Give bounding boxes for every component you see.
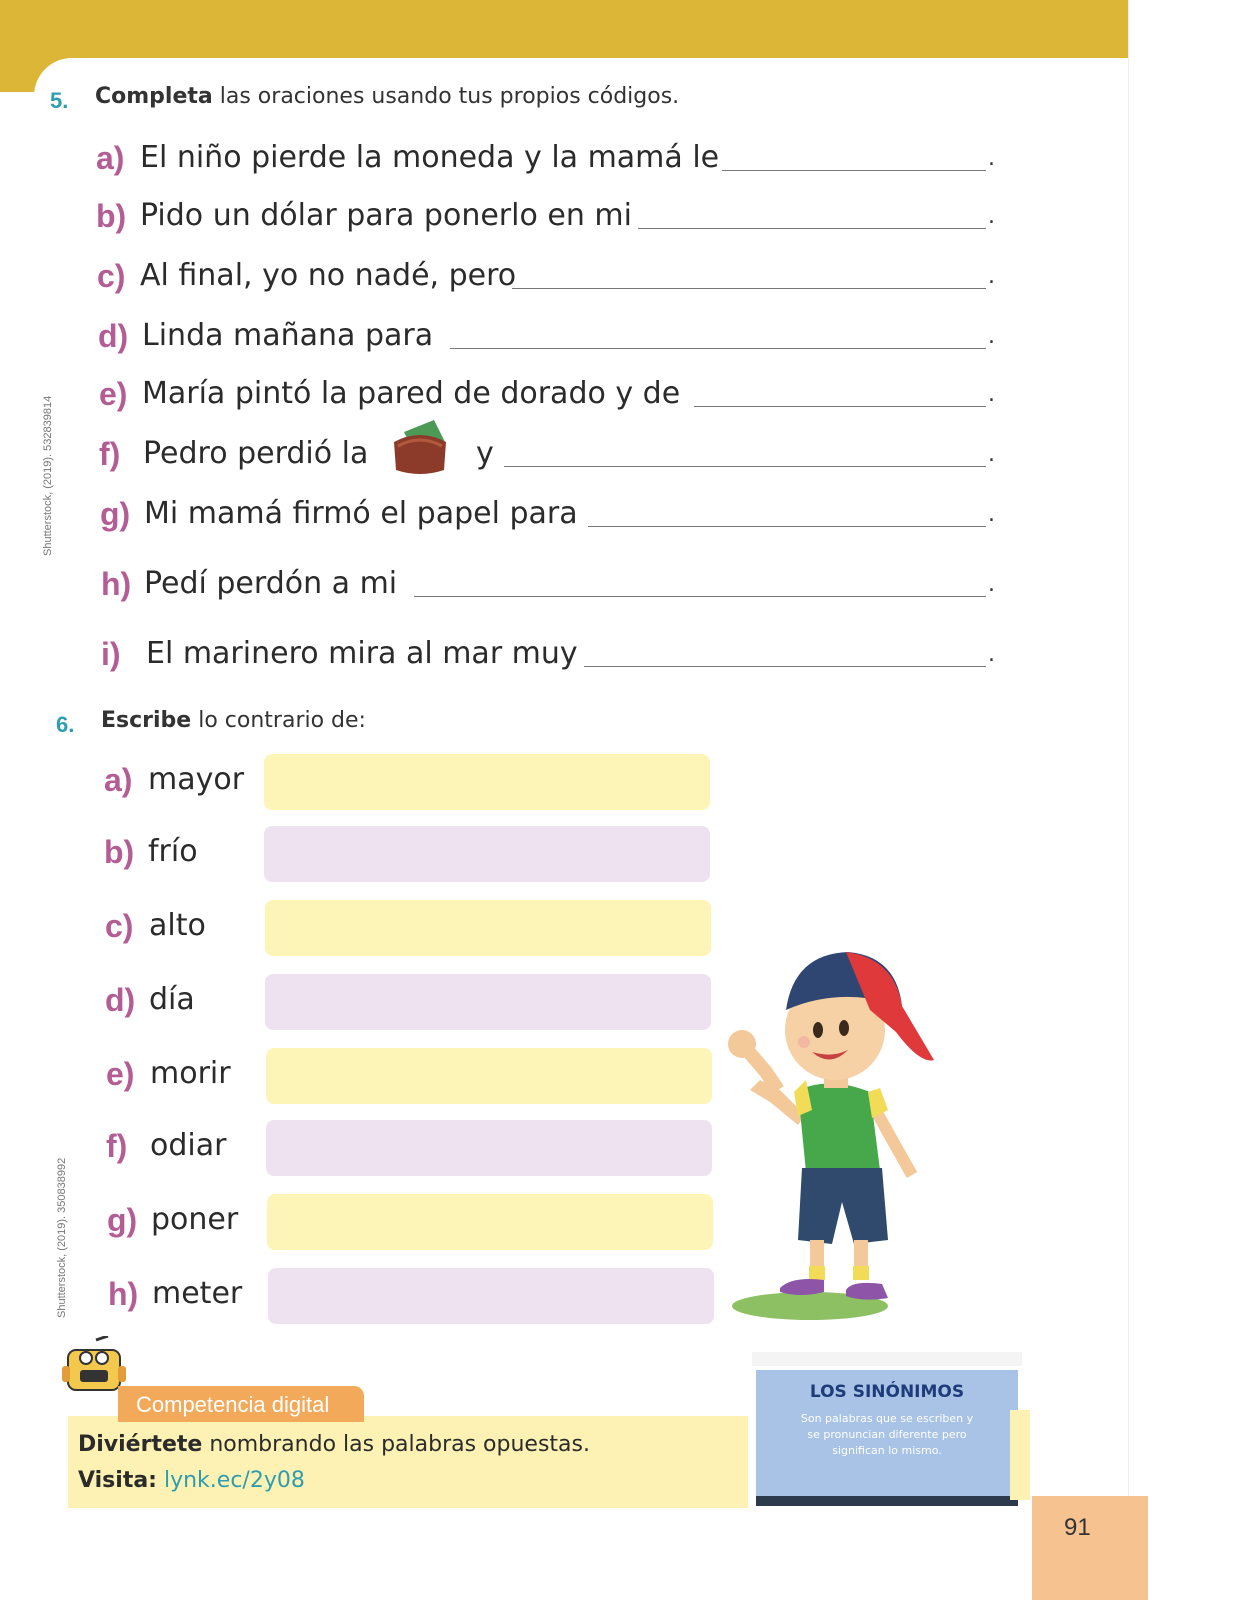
page-number-box [1032, 1496, 1148, 1600]
digital-visit-label: Visita: [78, 1468, 157, 1493]
completion-item [0, 140, 1050, 184]
completion-item [0, 376, 1050, 420]
answer-box[interactable] [264, 826, 710, 882]
exercise-6-number: 6. [56, 712, 75, 737]
answer-line[interactable] [694, 406, 986, 407]
item-word: mayor [148, 762, 245, 797]
answer-box[interactable] [266, 1048, 712, 1104]
item-label: g) [100, 496, 131, 532]
answer-box[interactable] [267, 1194, 713, 1250]
item-label: f) [106, 1128, 128, 1164]
answer-box[interactable] [268, 1268, 714, 1324]
digital-competence-box [68, 1416, 748, 1508]
item-label: a) [104, 762, 133, 798]
end-period: . [988, 382, 995, 407]
exercise-5-verb: Completa [95, 84, 213, 109]
video-title: LOS SINÓNIMOS [809, 1382, 965, 1402]
answer-box[interactable] [266, 1120, 712, 1176]
video-text-1: Son palabras que se escriben y [800, 1412, 974, 1425]
exercise-5-instruction: las oraciones usando tus propios códigos. [212, 84, 680, 109]
end-period: . [988, 264, 995, 289]
completion-item [0, 566, 1050, 610]
page-edge [1128, 0, 1129, 1600]
end-period: . [988, 572, 995, 597]
answer-line[interactable] [722, 170, 986, 171]
item-word: alto [149, 908, 206, 943]
completion-item [0, 436, 1050, 480]
item-label: i) [101, 636, 121, 672]
page-number: 91 [1064, 1514, 1091, 1541]
item-sentence: Pido un dólar para ponerlo en mi [140, 198, 632, 233]
answer-box[interactable] [265, 974, 711, 1030]
item-word: odiar [150, 1128, 227, 1163]
digital-competence-tab [118, 1386, 364, 1422]
video-text-3: significan lo mismo. [832, 1444, 942, 1457]
wallet-icon [390, 418, 454, 478]
boy-right-shoe [846, 1283, 888, 1300]
opposite-item [105, 900, 825, 956]
item-label: g) [107, 1202, 138, 1238]
digital-instruction-verb: Diviértete [78, 1432, 203, 1457]
item-label: c) [105, 908, 134, 944]
digital-instruction-text: nombrando las palabras opuestas. [202, 1432, 590, 1457]
answer-line[interactable] [584, 666, 986, 667]
opposite-item [106, 1048, 826, 1104]
answer-box[interactable] [265, 900, 711, 956]
end-period: . [988, 146, 995, 171]
item-sentence: Mi mamá firmó el papel para [144, 496, 578, 531]
item-sentence: Linda mañana para [142, 318, 434, 353]
digital-link[interactable]: lynk.ec/2y08 [163, 1468, 305, 1493]
item-sentence: Al final, yo no nadé, pero [140, 258, 517, 293]
boy-shorts [798, 1168, 888, 1244]
digital-instruction [78, 1432, 590, 1457]
item-label: c) [97, 258, 126, 294]
photo-credit-lower: Shutterstock, (2019). 350838992 [56, 1157, 68, 1318]
completion-item [0, 198, 1050, 242]
opposite-item [104, 754, 824, 810]
item-label: b) [96, 198, 127, 234]
answer-line[interactable] [638, 228, 986, 229]
item-label: a) [96, 140, 125, 176]
boy-shirt [798, 1083, 880, 1172]
answer-line[interactable] [504, 466, 986, 467]
digital-box-edge [1010, 1410, 1030, 1500]
item-sentence: Pedro perdió la [143, 436, 369, 471]
item-word: poner [151, 1202, 239, 1237]
end-period: . [988, 442, 995, 467]
item-sentence: Pedí perdón a mi [144, 566, 398, 601]
item-label: d) [98, 318, 129, 354]
boy-left-shoe [780, 1279, 824, 1295]
video-text-2: se pronuncian diferente pero [807, 1428, 967, 1441]
exercise-6-title [101, 708, 366, 733]
answer-line[interactable] [512, 288, 986, 289]
item-word: meter [152, 1276, 243, 1311]
answer-box[interactable] [264, 754, 710, 810]
item-label: h) [101, 566, 132, 602]
opposite-item [106, 1120, 826, 1176]
video-thumbnail[interactable] [752, 1352, 1022, 1516]
completion-item [0, 496, 1050, 540]
item-label: e) [99, 376, 128, 412]
item-label: h) [108, 1276, 139, 1312]
item-sentence: El niño pierde la moneda y la mamá le [140, 140, 720, 175]
item-word: frío [148, 834, 198, 869]
item-word: día [149, 982, 195, 1017]
digital-tab-label: Competencia digital [136, 1392, 330, 1417]
end-period: . [988, 324, 995, 349]
answer-line[interactable] [414, 596, 986, 597]
end-period: . [988, 642, 995, 667]
item-label: f) [99, 436, 121, 472]
completion-item [0, 258, 1050, 302]
item-word: morir [150, 1056, 231, 1091]
opposite-item [105, 974, 825, 1030]
exercise-6-verb: Escribe [101, 708, 192, 733]
exercise-5-title [95, 84, 679, 109]
item-sentence: El marinero mira al mar muy [146, 636, 578, 671]
item-label: b) [104, 834, 135, 870]
item-label: e) [106, 1056, 135, 1092]
browser-bar [752, 1352, 1022, 1366]
opposite-item [107, 1194, 827, 1250]
completion-item [0, 318, 1050, 362]
video-frame [756, 1370, 1018, 1506]
exercise-5-number: 5. [50, 88, 69, 113]
answer-line[interactable] [450, 348, 986, 349]
photo-credit-upper: Shutterstock, (2019). 532839814 [42, 395, 54, 556]
item-sentence: María pintó la pared de dorado y de [142, 376, 681, 411]
digital-visit-line [78, 1468, 305, 1493]
exercise-6-instruction: lo contrario de: [191, 708, 366, 733]
video-controls[interactable] [756, 1496, 1018, 1506]
end-period: . [988, 502, 995, 527]
boy-illustration [720, 940, 950, 1320]
item-sentence-after: y [476, 436, 494, 471]
item-label: d) [105, 982, 136, 1018]
completion-item [0, 636, 1050, 680]
end-period: . [988, 204, 995, 229]
opposite-item [104, 826, 824, 882]
answer-line[interactable] [588, 526, 986, 527]
